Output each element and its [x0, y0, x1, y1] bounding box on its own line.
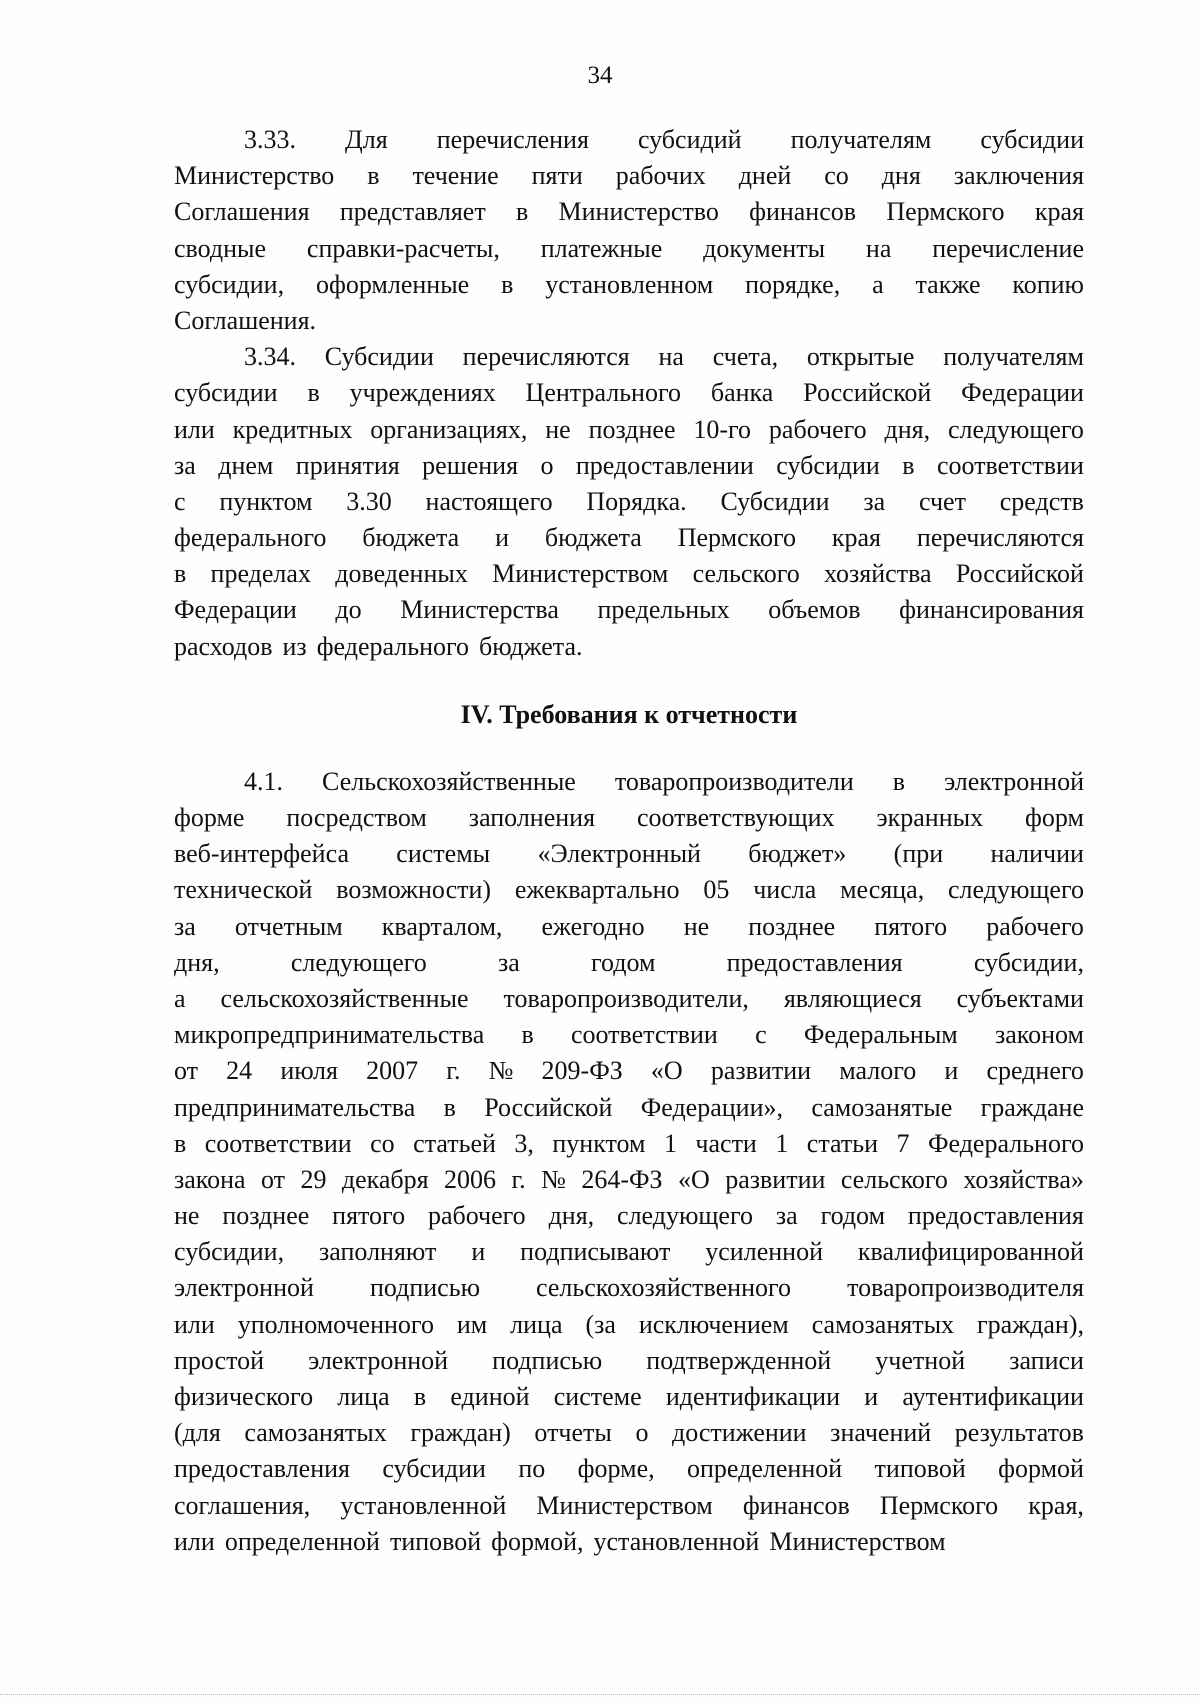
text-line: субсидии в учреждениях Центрального банка Российской Федерации [174, 378, 1084, 408]
text-line: веб-интерфейса системы «Электронный бюджет» (при наличии [174, 839, 1084, 869]
page-number: 34 [587, 62, 613, 89]
text-line: или кредитных организациях, не позднее 10-го рабочего дня, следующего [174, 414, 1084, 444]
text-line: предоставления субсидии по форме, определенной типовой формой [174, 1454, 1084, 1484]
text-line: закона от 29 декабря 2006 г. № 264-ФЗ «О развитии сельского хозяйства» [174, 1164, 1084, 1194]
text-line: субсидии, заполняют и подписывают усиленной квалифицированной [174, 1237, 1084, 1267]
text-line: за днем принятия решения о предоставлении субсидии в соответствии [174, 450, 1084, 480]
text-line: простой электронной подписью подтвержденной учетной записи [174, 1345, 1084, 1375]
text-line: дня, следующего за годом предоставления субсидии, [174, 947, 1084, 977]
text-line: федерального бюджета и бюджета Пермского края перечисляются [174, 523, 1084, 553]
text-line: или уполномоченного им лица (за исключением самозанятых граждан), [174, 1309, 1084, 1339]
footer-divider [0, 1694, 1200, 1697]
text-line: 3.34. Субсидии перечисляются на счета, открытые получателям [244, 342, 1084, 372]
paragraph-3-33 [174, 122, 1084, 339]
document-body [174, 122, 1084, 1560]
text-line: субсидии, оформленные в установленном порядке, а также копию [174, 269, 1084, 299]
text-line: соглашения, установленной Министерством финансов Пермского края, [174, 1490, 1084, 1520]
text-line: 3.33. Для перечисления субсидий получателям субсидии [244, 125, 1084, 154]
text-line: форме посредством заполнения соответствующих экранных форм [174, 803, 1084, 832]
text-line: Федерации до Министерства предельных объемов финансирования [174, 595, 1084, 625]
text-line: технической возможности) ежеквартально 05 числа месяца, следующего [174, 875, 1084, 905]
text-line: предпринимательства в Российской Федерации», самозанятые граждане [174, 1092, 1084, 1122]
text-line: или определенной типовой формой, установленной Министерством [174, 1526, 946, 1556]
text-line: а сельскохозяйственные товаропроизводители, являющиеся субъектами [174, 983, 1084, 1013]
text-line: в пределах доведенных Министерством сельского хозяйства Российской [174, 559, 1084, 589]
text-line: не позднее пятого рабочего дня, следующего за годом предоставления [174, 1201, 1084, 1231]
paragraph-3-34 [174, 339, 1084, 665]
section-heading: IV. Требования к отчетности [460, 699, 798, 729]
text-line: Соглашения представляет в Министерство финансов Пермского края [174, 197, 1084, 227]
paragraph-4-1 [174, 764, 1084, 1560]
text-line: в соответствии со статьей 3, пунктом 1 части 1 статьи 7 Федерального [174, 1128, 1084, 1158]
text-line: физического лица в единой системе идентификации и аутентификации [174, 1382, 1084, 1411]
text-line: с пунктом 3.30 настоящего Порядка. Субсидии за счет средств [174, 486, 1084, 516]
text-line: сводные справки-расчеты, платежные документы на перечисление [174, 233, 1084, 263]
text-line: от 24 июля 2007 г. № 209-ФЗ «О развитии малого и среднего [174, 1056, 1084, 1086]
text-line: (для самозанятых граждан) отчеты о достижении значений результатов [174, 1418, 1084, 1448]
text-line: Министерство в течение пяти рабочих дней со дня заключения [174, 161, 1084, 191]
text-line: расходов из федерального бюджета. [174, 631, 583, 661]
text-line: Соглашения. [174, 305, 317, 335]
text-line: микропредпринимательства в соответствии с Федеральным законом [174, 1020, 1084, 1050]
text-line: 4.1. Сельскохозяйственные товаропроизводители в электронной [244, 766, 1084, 796]
text-line: электронной подписью сельскохозяйственного товаропроизводителя [174, 1273, 1084, 1303]
text-line: за отчетным кварталом, ежегодно не позднее пятого рабочего [174, 911, 1084, 941]
